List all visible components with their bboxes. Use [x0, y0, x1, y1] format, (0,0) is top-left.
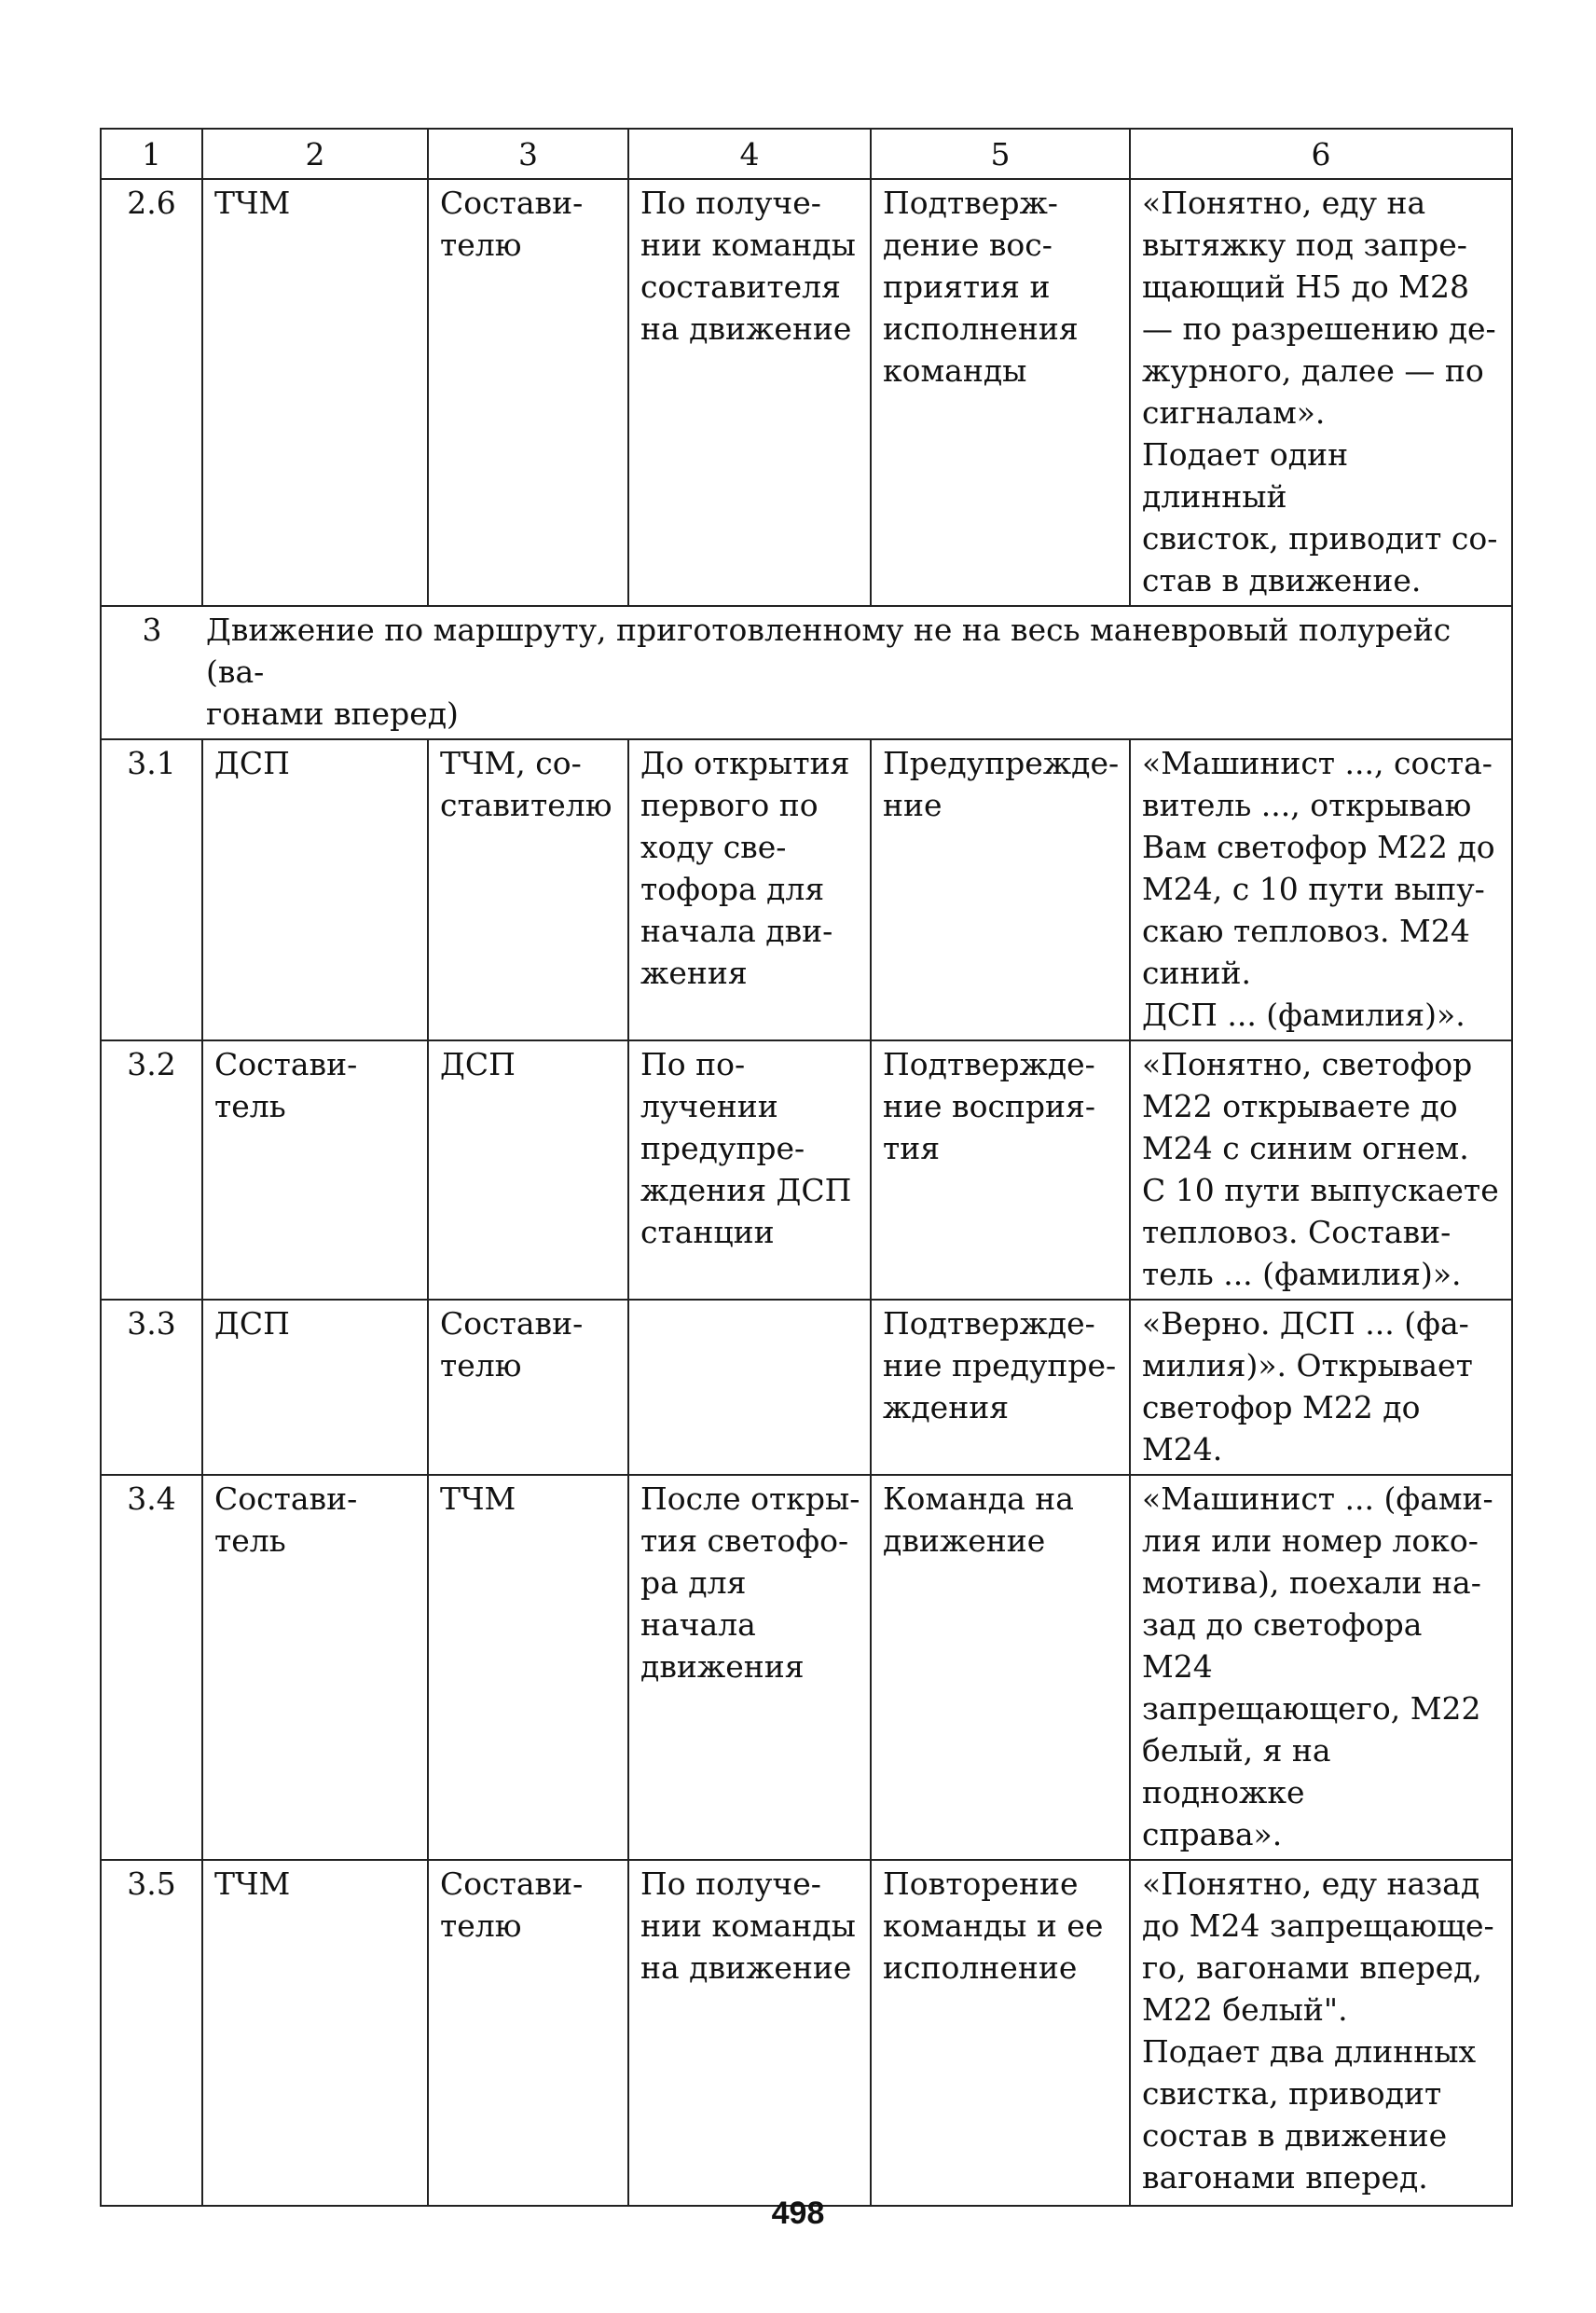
instruction-table: [100, 128, 1513, 2207]
condition-cell: После откры- тия светофо- ра для начала движения: [628, 1475, 871, 1860]
message-text-cell: «Машинист ..., соста- витель ..., открываю Вам светофор М22 до М24, с 10 пути выпу- скаю тепловоз. М24 синий. ДСП ... (фамилия)».: [1130, 739, 1512, 1040]
condition-cell: По по- лучении предупре- ждения ДСП станции: [628, 1040, 871, 1300]
recipient-cell: Состави- телю: [428, 179, 628, 606]
sender-cell: Состави- тель: [202, 1475, 428, 1860]
recipient-cell: Состави- телю: [428, 1860, 628, 2206]
table-header-row: [101, 129, 1512, 179]
section-row: [101, 606, 1512, 739]
column-header: 6: [1130, 129, 1512, 179]
column-header: 2: [202, 129, 428, 179]
sender-cell: ТЧМ: [202, 1860, 428, 2206]
message-type-cell: Подтвержде- ние восприя- тия: [871, 1040, 1130, 1300]
sender-cell: Состави- тель: [202, 1040, 428, 1300]
message-type-cell: Предупрежде- ние: [871, 739, 1130, 1040]
sender-cell: ДСП: [202, 739, 428, 1040]
column-header: 3: [428, 129, 628, 179]
row-number: 3.2: [101, 1040, 202, 1300]
message-type-cell: Повторение команды и ее исполнение: [871, 1860, 1130, 2206]
row-number: 3.5: [101, 1860, 202, 2206]
sender-cell: ТЧМ: [202, 179, 428, 606]
table-row: [101, 739, 1512, 1040]
message-text-cell: «Понятно, еду на вытяжку под запре- щающий Н5 до М28 — по разрешению де- журного, далее — по сигналам». Подает один длинный свисток, приводит со- став в движение.: [1130, 179, 1512, 606]
section-title: Движение по маршруту, приготовленному не на весь маневровый полурейс (ва- гонами вперед): [202, 606, 1512, 739]
column-header: 1: [101, 129, 202, 179]
row-number: 2.6: [101, 179, 202, 606]
recipient-cell: ТЧМ: [428, 1475, 628, 1860]
message-text-cell: «Машинист ... (фами- лия или номер локо- мотива), поехали на- зад до светофора М24 запрещающего, М22 белый, я на подножке справа».: [1130, 1475, 1512, 1860]
recipient-cell: ТЧМ, со- ставителю: [428, 739, 628, 1040]
message-text-cell: «Понятно, еду назад до М24 запрещающе- го, вагонами вперед, М22 белый". Подает два длинных свистка, приводит состав в движение вагонами вперед.: [1130, 1860, 1512, 2206]
message-text-cell: «Верно. ДСП ... (фа- милия)». Открывает светофор М22 до М24.: [1130, 1300, 1512, 1475]
table-row: [101, 1040, 1512, 1300]
column-header: 4: [628, 129, 871, 179]
sender-cell: ДСП: [202, 1300, 428, 1475]
table-row: [101, 1860, 1512, 2206]
message-type-cell: Подтвержде- ние предупре- ждения: [871, 1300, 1130, 1475]
message-type-cell: Подтверж- дение вос- приятия и исполнения команды: [871, 179, 1130, 606]
condition-cell: До открытия первого по ходу све- тофора для начала дви- жения: [628, 739, 871, 1040]
message-type-cell: Команда на движение: [871, 1475, 1130, 1860]
table-row: [101, 179, 1512, 606]
column-header: 5: [871, 129, 1130, 179]
recipient-cell: ДСП: [428, 1040, 628, 1300]
condition-cell: По получе- нии команды на движение: [628, 1860, 871, 2206]
message-text-cell: «Понятно, светофор М22 открываете до М24 с синим огнем. С 10 пути выпускаете тепловоз. Состави- тель ... (фамилия)».: [1130, 1040, 1512, 1300]
section-number: 3: [101, 606, 202, 739]
row-number: 3.3: [101, 1300, 202, 1475]
table-row: [101, 1475, 1512, 1860]
table-row: [101, 1300, 1512, 1475]
row-number: 3.4: [101, 1475, 202, 1860]
page-number: 498: [771, 2196, 825, 2231]
row-number: 3.1: [101, 739, 202, 1040]
condition-cell: [628, 1300, 871, 1475]
recipient-cell: Состави- телю: [428, 1300, 628, 1475]
condition-cell: По получе- нии команды составителя на движение: [628, 179, 871, 606]
